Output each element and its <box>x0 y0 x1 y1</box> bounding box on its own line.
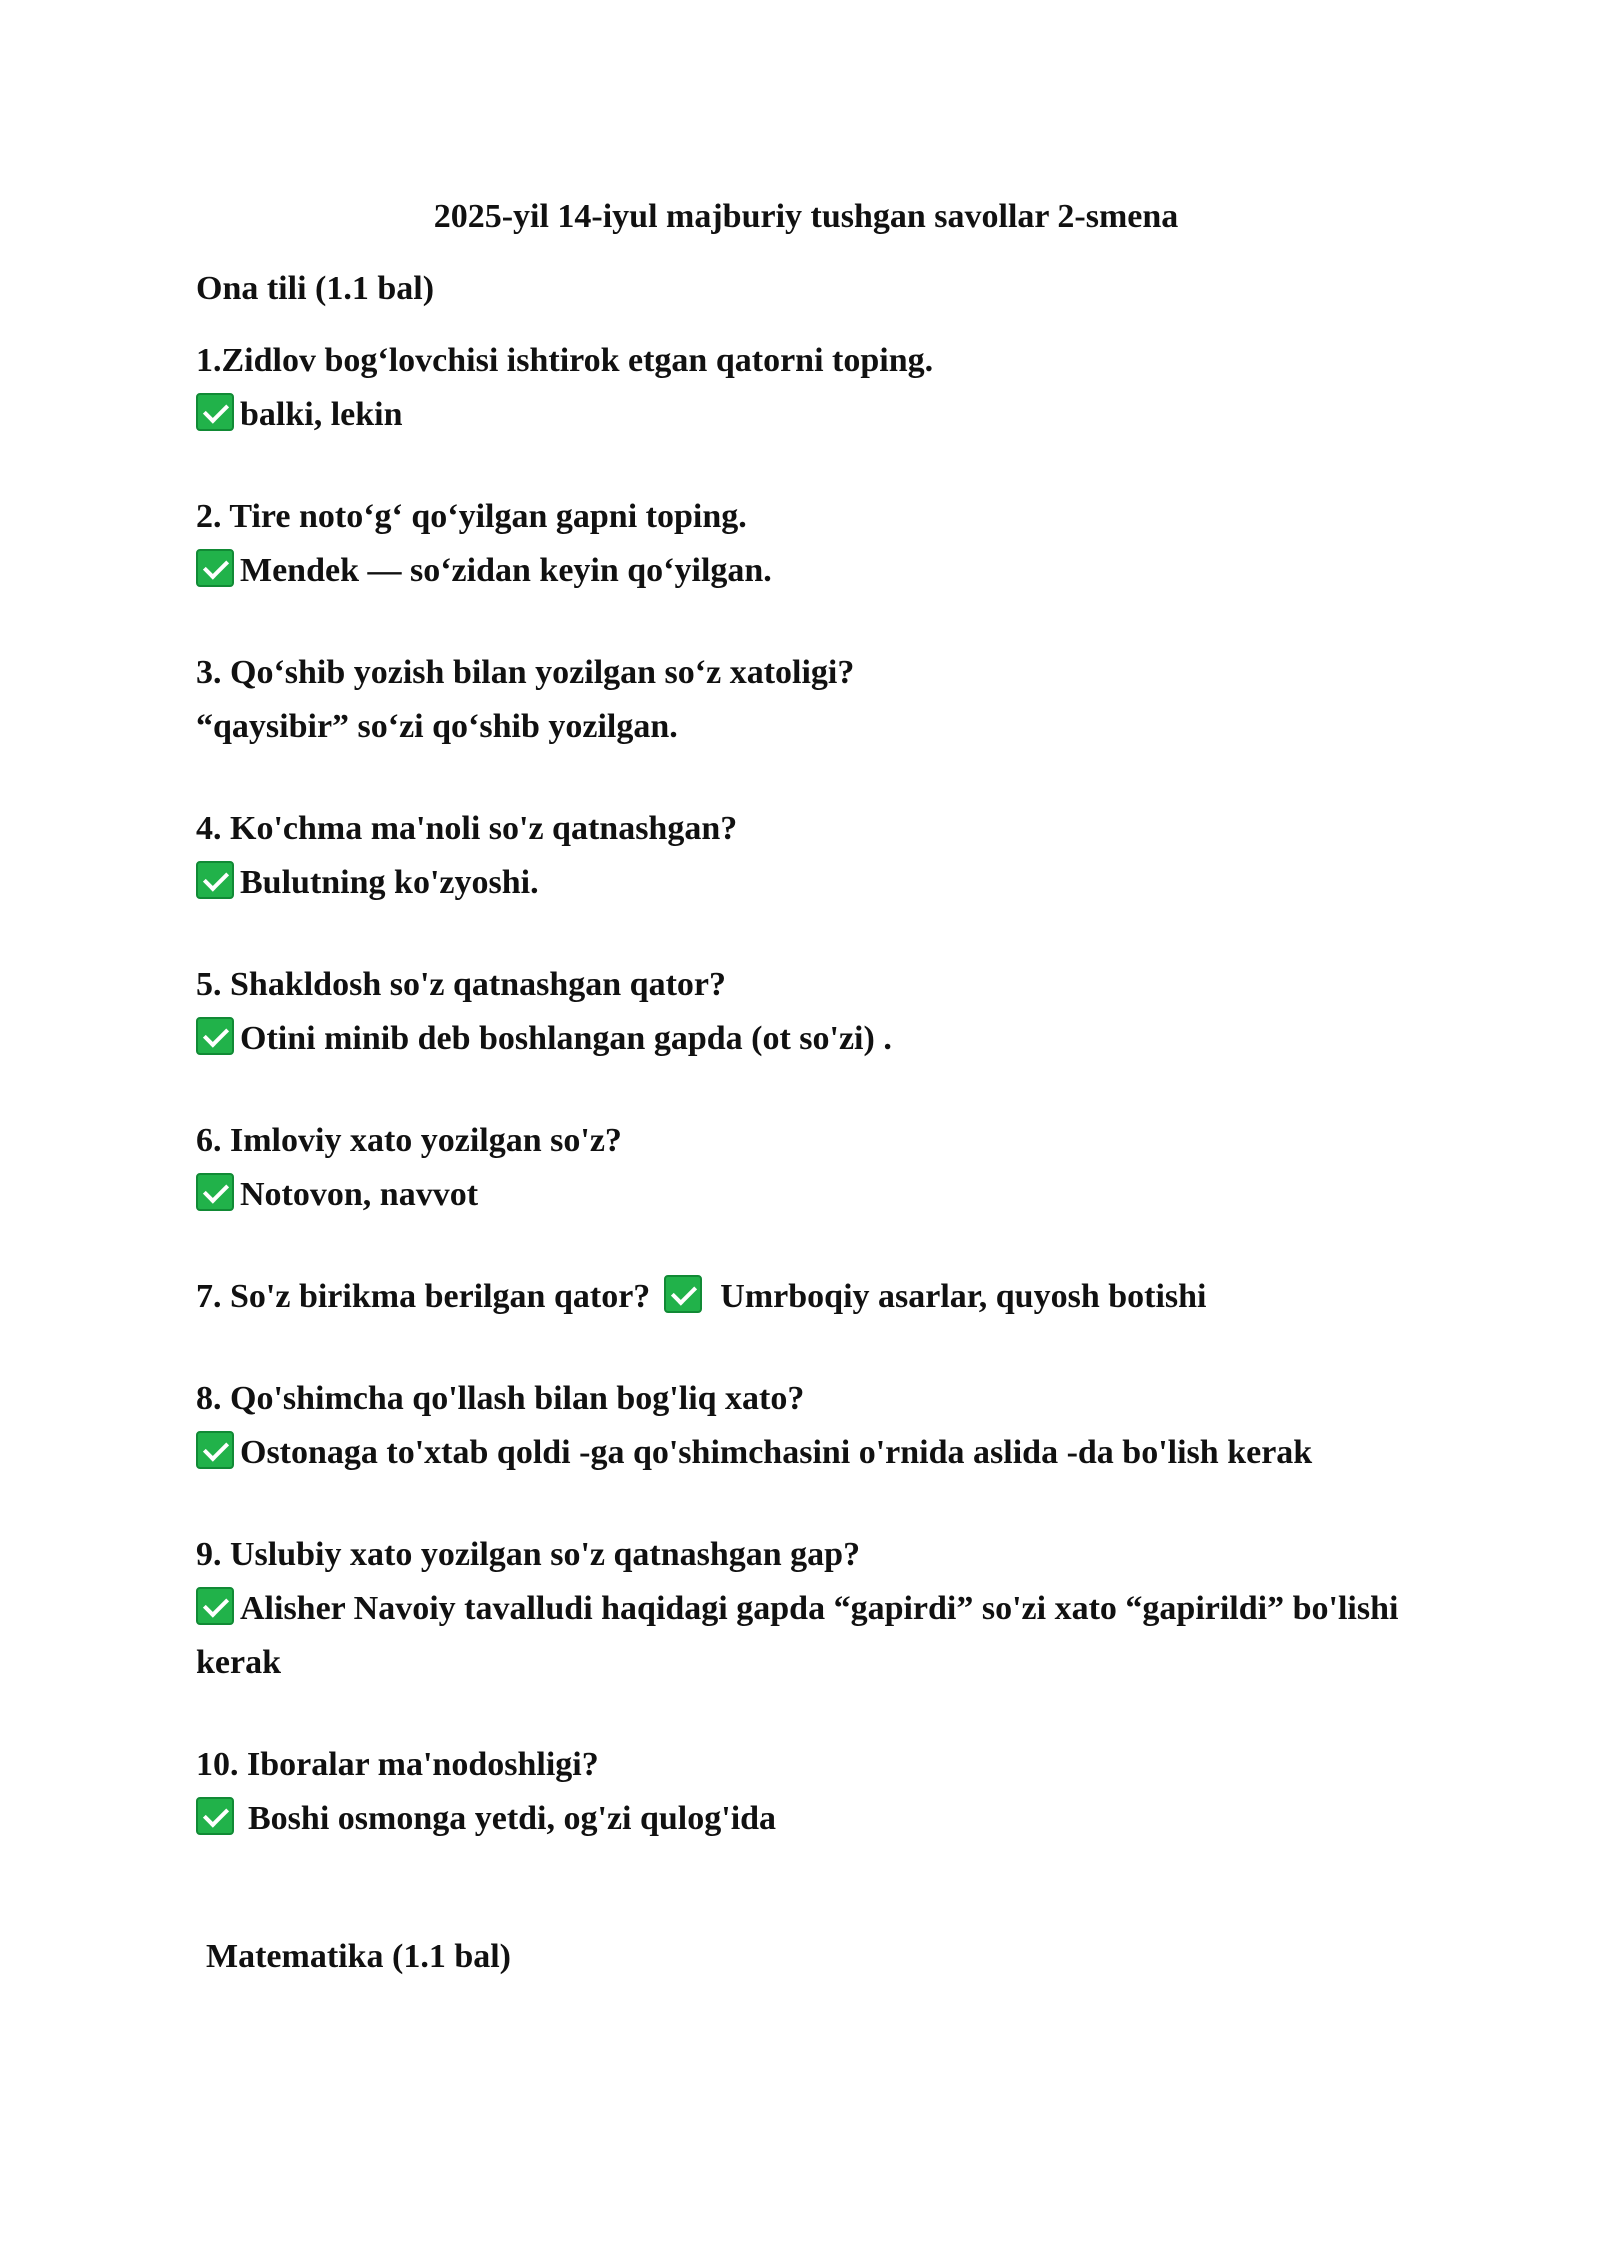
question-text: 9. Uslubiy xato yozilgan so'z qatnashgan gap? <box>196 1536 861 1573</box>
check-mark-icon <box>196 1173 234 1211</box>
document-page <box>196 190 1436 2002</box>
answer-text: Mendek — so‘zidan keyin qo‘yilgan. <box>240 552 772 589</box>
check-mark-icon <box>196 1431 234 1469</box>
question-8 <box>196 1372 1436 1480</box>
answer-text-row <box>196 1582 1436 1690</box>
question-6 <box>196 1114 1436 1222</box>
question-text: 2. Tire noto‘g‘ qo‘yilgan gapni toping. <box>196 498 747 535</box>
answer-text: Bulutning ko'zyoshi. <box>240 864 539 901</box>
question-2 <box>196 490 1436 598</box>
answer-text: Notovon, navvot <box>240 1176 479 1213</box>
question-text: 6. Imloviy xato yozilgan so'z? <box>196 1122 622 1159</box>
question-text: 1.Zidlov bog‘lovchisi ishtirok etgan qatorni toping. <box>196 342 934 379</box>
answer-text: “qaysibir” so‘zi qo‘shib yozilgan. <box>196 708 678 745</box>
check-mark-icon <box>664 1275 702 1313</box>
answer-text: Boshi osmonga yetdi, og'zi qulog'ida <box>248 1800 777 1837</box>
question-10 <box>196 1738 1436 1846</box>
answer-text-row <box>196 388 1436 442</box>
answer-text-row <box>196 1426 1436 1480</box>
question-text: 5. Shakldosh so'z qatnashgan qator? <box>196 966 727 1003</box>
answer-text: Otini minib deb boshlangan gapda (ot so'zi) . <box>240 1020 892 1057</box>
answer-text-row <box>196 1792 1436 1846</box>
answer-text: balki, lekin <box>240 396 403 433</box>
question-text: 10. Iboralar ma'nodoshligi? <box>196 1746 599 1783</box>
answer-text-row <box>196 856 1436 910</box>
section-title-matematika: Matematika (1.1 bal) <box>206 1938 512 1975</box>
check-mark-icon <box>196 1587 234 1625</box>
question-text: 4. Ko'chma ma'noli so'z qatnashgan? <box>196 810 738 847</box>
answer-text-row <box>196 1012 1436 1066</box>
question-text: 7. So'z birikma berilgan qator? <box>196 1278 651 1315</box>
answer-text: Umrboqiy asarlar, quyosh botishi <box>720 1278 1207 1315</box>
question-text: 3. Qo‘shib yozish bilan yozilgan so‘z xatoligi? <box>196 654 855 691</box>
question-4 <box>196 802 1436 910</box>
check-mark-icon <box>196 1797 234 1835</box>
question-7 <box>196 1270 1436 1324</box>
section-title-ona-tili: Ona tili (1.1 bal) <box>196 270 435 307</box>
check-mark-icon <box>196 861 234 899</box>
question-1 <box>196 334 1436 442</box>
answer-text-row <box>196 1168 1436 1222</box>
question-5 <box>196 958 1436 1066</box>
question-3 <box>196 646 1436 754</box>
check-mark-icon <box>196 393 234 431</box>
check-mark-icon <box>196 1017 234 1055</box>
answer-text-row <box>196 544 1436 598</box>
answer-text: Alisher Navoiy tavalludi haqidagi gapda “gapirdi” so'zi xato “gapirildi” bo'lishi kerak <box>196 1590 1399 1681</box>
document-title: 2025-yil 14-iyul majburiy tushgan savollar 2-smena <box>433 198 1179 235</box>
check-mark-icon <box>196 549 234 587</box>
question-answer-row <box>196 1270 1436 1324</box>
question-9 <box>196 1528 1436 1690</box>
question-text: 8. Qo'shimcha qo'llash bilan bog'liq xato? <box>196 1380 805 1417</box>
answer-text: Ostonaga to'xtab qoldi -ga qo'shimchasini o'rnida aslida -da bo'lish kerak <box>240 1434 1313 1471</box>
